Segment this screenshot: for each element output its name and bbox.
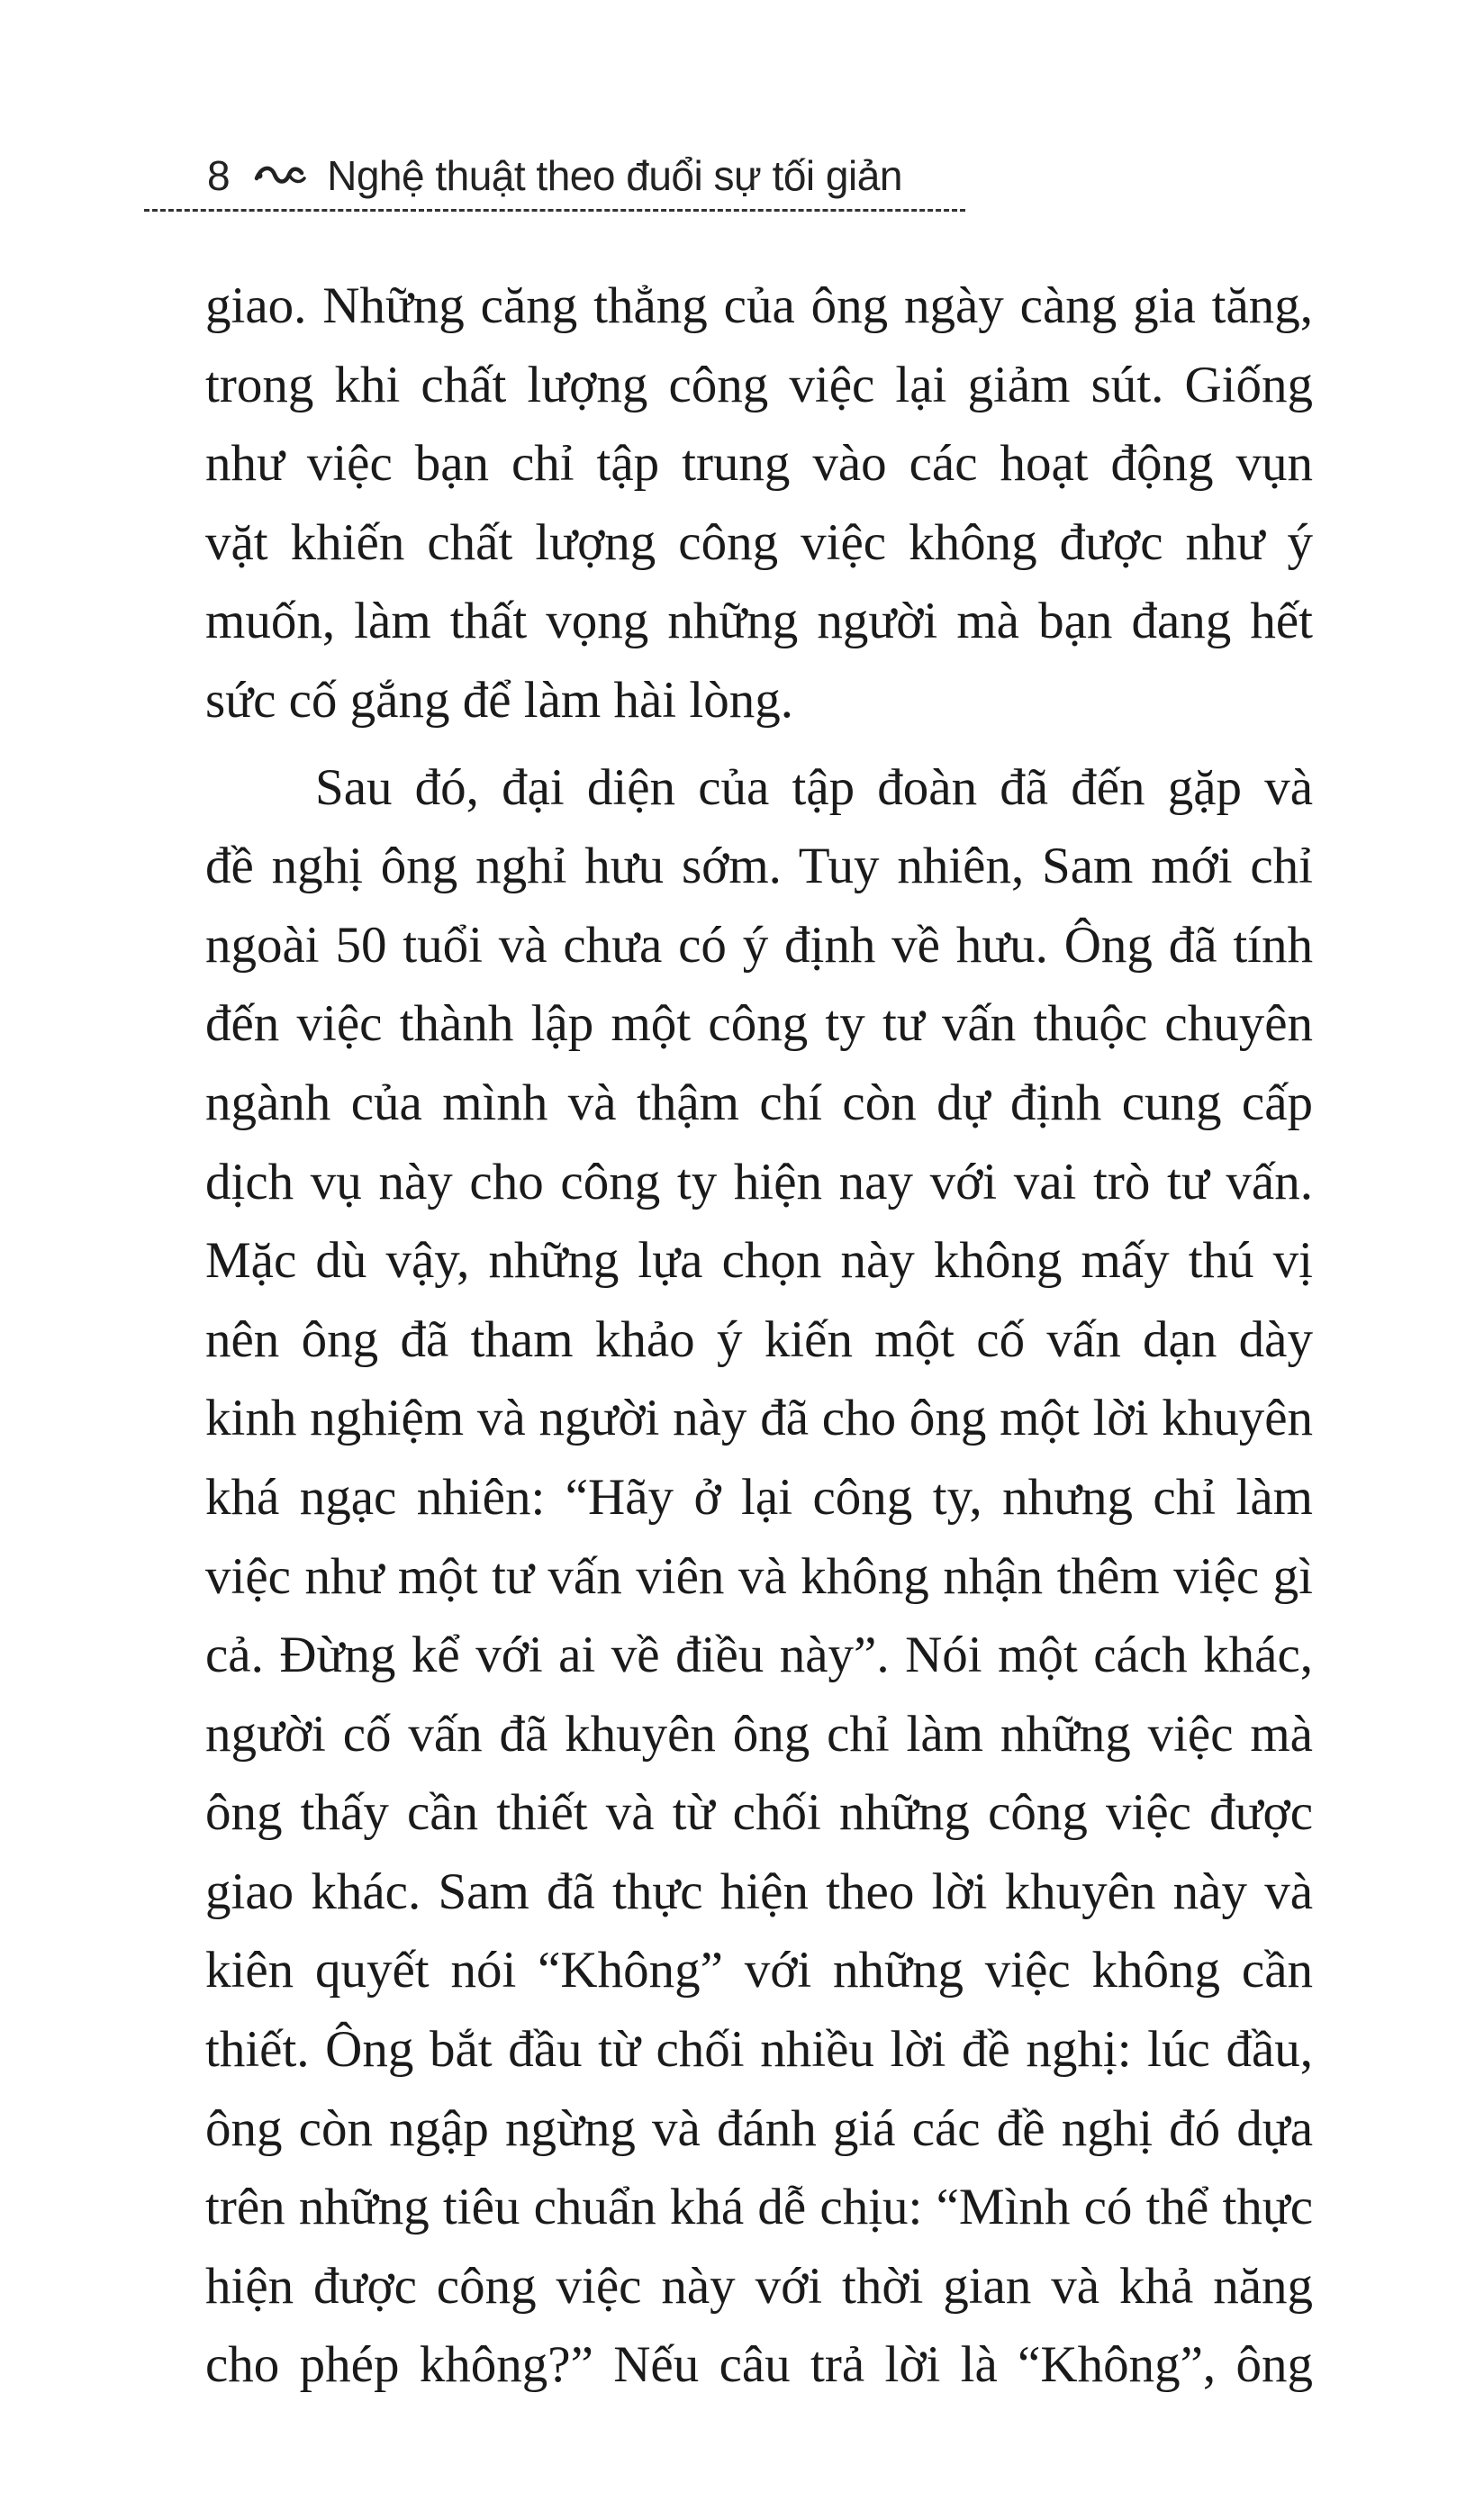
text-line: đến việc thành lập một công ty tư vấn thuộc chuyên	[205, 995, 1313, 1053]
text-line: như việc bạn chỉ tập trung vào các hoạt động vụn	[205, 435, 1313, 493]
text-line: kinh nghiệm và người này đã cho ông một lời khuyên	[205, 1390, 1313, 1447]
running-header	[207, 144, 902, 207]
text-line: ngoài 50 tuổi và chưa có ý định về hưu. Ông đã tính	[205, 916, 1313, 974]
text-line: kiên quyết nói “Không” với những việc không cần	[205, 1942, 1313, 1999]
text-line: vặt khiến chất lượng công việc không được như ý	[205, 513, 1313, 571]
text-line: người cố vấn đã khuyên ông chỉ làm những việc mà	[205, 1705, 1313, 1763]
text-line: hiện được công việc này với thời gian và khả năng	[205, 2257, 1313, 2315]
text-line: khá ngạc nhiên: “Hãy ở lại công ty, nhưng chỉ làm	[205, 1468, 1313, 1526]
text-line: cả. Đừng kể với ai về điều này”. Nói một cách khác,	[205, 1627, 1313, 1684]
text-line: thiết. Ông bắt đầu từ chối nhiều lời đề nghị: lúc đầu,	[205, 2021, 1313, 2079]
text-line: sức cố gắng để làm hài lòng.	[205, 671, 793, 729]
text-line: đề nghị ông nghỉ hưu sớm. Tuy nhiên, Sam mới chỉ	[205, 838, 1313, 895]
text-line: nên ông đã tham khảo ý kiến một cố vấn dạn dày	[205, 1310, 1313, 1368]
text-line: cho phép không?” Nếu câu trả lời là “Không”, ông	[205, 2336, 1313, 2394]
book-title: Nghệ thuật theo đuổi sự tối giản	[327, 152, 902, 199]
text-line: trong khi chất lượng công việc lại giảm sút. Giống	[205, 356, 1313, 413]
text-line: Sau đó, đại diện của tập đoàn đã đến gặp và	[315, 758, 1313, 816]
paragraph-continuation	[205, 267, 1313, 740]
header-dashed-rule	[144, 209, 965, 212]
text-line: ngành của mình và thậm chí còn dự định cung cấp	[205, 1074, 1313, 1131]
text-line: trên những tiêu chuẩn khá dễ chịu: “Mình có thể thực	[205, 2179, 1313, 2236]
text-line: dịch vụ này cho công ty hiện nay với vai trò tư vấn.	[205, 1153, 1313, 1210]
text-line: giao khác. Sam đã thực hiện theo lời khuyên này và	[205, 1863, 1313, 1920]
page-number: 8	[207, 152, 231, 199]
paragraph-sam-story	[205, 748, 1313, 2405]
text-line: giao. Những căng thẳng của ông ngày càng gia tăng,	[205, 277, 1313, 334]
text-line: ông thấy cần thiết và từ chối những công việc được	[205, 1784, 1313, 1842]
text-line: ông còn ngập ngừng và đánh giá các đề nghị đó dựa	[205, 2099, 1313, 2157]
swash-ornament-icon	[253, 160, 307, 191]
text-line: việc như một tư vấn viên và không nhận thêm việc gì	[205, 1547, 1313, 1605]
text-line: muốn, làm thất vọng những người mà bạn đang hết	[205, 593, 1313, 650]
page-body	[205, 267, 1313, 2405]
text-line: Mặc dù vậy, những lựa chọn này không mấy thú vị	[205, 1232, 1313, 1290]
